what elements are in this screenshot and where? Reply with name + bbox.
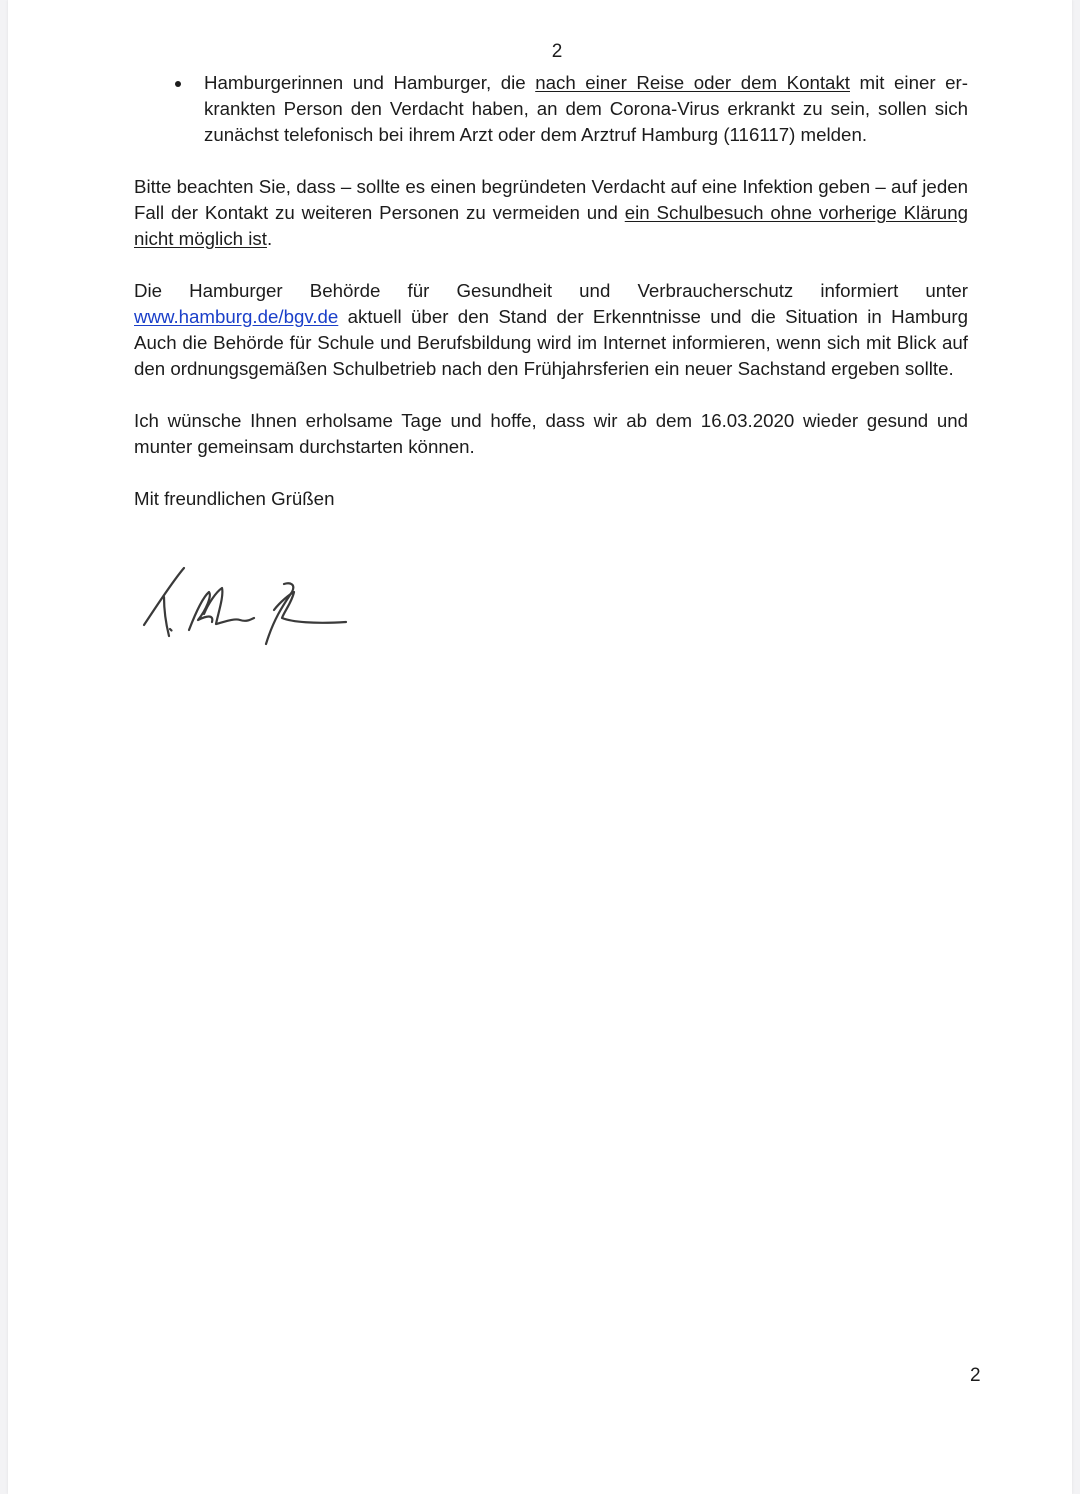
closing-text: Mit freundlichen Grüßen: [134, 488, 335, 509]
bullet-item-symptoms: [134, 70, 968, 148]
bullet-text-underlined: nach einer Reise oder dem Kontakt: [535, 72, 850, 93]
info-text-before: Die Hamburger Behörde für Gesundheit und Verbraucherschutz informiert unter: [134, 280, 968, 301]
paragraph-notice: [134, 174, 968, 252]
info-text-after: aktuell über den Stand der Erkenntnisse und die Situation in Hamburg Auch die Behörde für Schule und Berufsbildung wird im Internet informieren, wenn sich mit Blick auf den ordnungsgemäßen Schulbetrieb nach den Frühjahrsferien ein neuer Sachstand ergeben sollte.: [134, 306, 968, 379]
notice-text-before: Bitte beachten Sie, dass – sollte es einen begründeten Verdacht auf eine Infektion geben – auf jeden Fall der Kontakt zu weiteren Personen zu vermeiden und: [134, 176, 968, 223]
page-number-top: 2: [551, 41, 563, 62]
bullet-dot-icon: [175, 81, 181, 87]
bullet-text-after: mit einer erkrankten Person den Verdacht haben, an dem Corona-Virus erkrankt zu sein, sollen sich zunächst telefonisch bei ihrem Arzt oder dem Arztruf Hamburg (116117) melden.: [204, 72, 968, 145]
document-page: [8, 0, 1072, 1494]
notice-text-underlined: ein Schulbesuch ohne vorherige Klärung nicht möglich ist: [134, 202, 968, 249]
letter-body: [134, 70, 968, 512]
bgv-website-link[interactable]: www.hamburg.de/bgv.de: [134, 306, 339, 327]
handwritten-signature: [134, 562, 349, 652]
bullet-list: [134, 70, 968, 148]
closing-salutation: [134, 486, 968, 512]
wishes-text: Ich wünsche Ihnen erholsame Tage und hoffe, dass wir ab dem 16.03.2020 wieder gesund und munter gemeinsam durchstarten können.: [134, 410, 968, 457]
notice-text-after: .: [266, 228, 273, 249]
page-number-bottom: 2: [970, 1365, 981, 1386]
paragraph-wishes: [134, 408, 968, 460]
bullet-text-before: Hamburgerinnen und Hamburger, die: [204, 72, 536, 93]
paragraph-info: [134, 278, 968, 382]
